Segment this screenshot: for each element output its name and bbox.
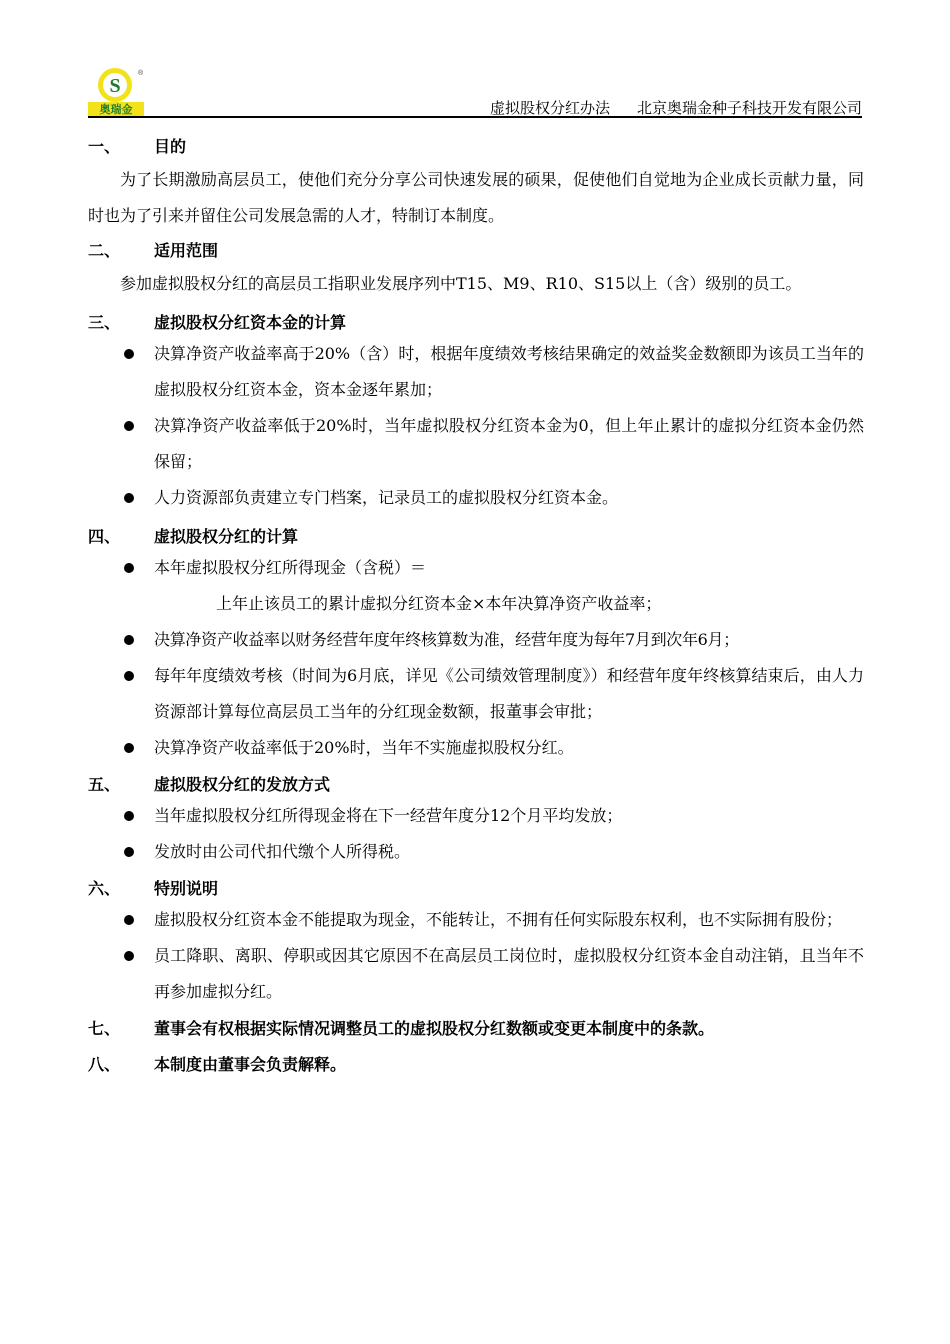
section-heading	[88, 768, 864, 798]
bullet-icon	[88, 730, 154, 766]
bullet-icon	[88, 408, 154, 480]
list-item: 当年虚拟股权分红所得现金将在下一经营年度分12个月平均发放；	[88, 798, 864, 834]
bullet-list	[88, 622, 864, 766]
section-title: 本制度由董事会负责解释。	[154, 1054, 347, 1074]
section-title: 虚拟股权分红的发放方式	[154, 774, 331, 794]
section-title: 虚拟股权分红的计算	[154, 526, 299, 546]
svg-text:S: S	[109, 75, 121, 97]
list-item: 决算净资产收益率高于20%（含）时，根据年度绩效考核结果确定的效益奖金数额即为该员工当年的虚拟股权分红资本金，资本金逐年累加；	[88, 336, 864, 408]
bullet-icon	[88, 658, 154, 730]
bullet-icon	[88, 938, 154, 1010]
header-divider	[88, 116, 862, 118]
section-title: 董事会有权根据实际情况调整员工的虚拟股权分红数额或变更本制度中的条款。	[154, 1018, 715, 1038]
svg-text:®: ®	[138, 70, 144, 77]
list-item: 决算净资产收益率低于20%时，当年虚拟股权分红资本金为0，但上年止累计的虚拟分红资本金仍然保留；	[88, 408, 864, 480]
document-title: 虚拟股权分红办法	[490, 99, 611, 117]
section-title: 适用范围	[154, 240, 219, 260]
list-item: 虚拟股权分红资本金不能提取为现金，不能转让，不拥有任何实际股东权利，也不实际拥有股份；	[88, 902, 864, 938]
list-item: 员工降职、离职、停职或因其它原因不在高层员工岗位时，虚拟股权分红资本金自动注销，且当年不再参加虚拟分红。	[88, 938, 864, 1010]
bullet-icon	[88, 550, 154, 586]
section-number: 四、	[88, 526, 121, 546]
section-title: 目的	[154, 136, 187, 156]
section-heading	[88, 872, 864, 902]
section-number: 二、	[88, 240, 121, 260]
list-item: 人力资源部负责建立专门档案，记录员工的虚拟股权分红资本金。	[88, 480, 864, 516]
section-heading	[88, 306, 864, 336]
list-item: 决算净资产收益率以财务经营年度年终核算数为准，经营年度为每年7月到次年6月；	[88, 622, 864, 658]
section-heading	[88, 130, 864, 160]
bullet-icon	[88, 834, 154, 870]
section-heading	[88, 234, 864, 264]
section-heading	[88, 1048, 864, 1078]
list-item: 本年虚拟股权分红所得现金（含税）＝	[88, 550, 864, 586]
section-number: 五、	[88, 774, 121, 794]
list-item: 每年年度绩效考核（时间为6月底，详见《公司绩效管理制度》）和经营年度年终核算结束后，由人力资源部计算每位高层员工当年的分红现金数额，报董事会审批；	[88, 658, 864, 730]
bullet-icon	[88, 798, 154, 834]
bullet-icon	[88, 336, 154, 408]
formula-line: 上年止该员工的累计虚拟分红资本金×本年决算净资产收益率；	[216, 594, 662, 613]
section-number: 七、	[88, 1018, 121, 1038]
bullet-list	[88, 336, 864, 516]
section-heading	[88, 520, 864, 550]
bullet-list	[88, 798, 864, 870]
paragraph: 为了长期激励高层员工，使他们充分分享公司快速发展的硕果，促使他们自觉地为企业成长贡献力量，同时也为了引来并留住公司发展急需的人才，特制订本制度。	[88, 170, 864, 225]
section-heading	[88, 1012, 864, 1042]
company-name: 北京奥瑞金种子科技开发有限公司	[636, 99, 862, 117]
section-title: 特别说明	[154, 878, 219, 898]
bullet-icon	[88, 622, 154, 658]
bullet-icon	[88, 902, 154, 938]
document-body	[88, 130, 864, 1078]
section-number: 六、	[88, 878, 121, 898]
section-number: 三、	[88, 312, 121, 332]
bullet-icon	[88, 480, 154, 516]
bullet-list	[88, 902, 864, 1010]
paragraph: 参加虚拟股权分红的高层员工指职业发展序列中T15、M9、R10、S15以上（含）级别的员工。	[120, 274, 802, 293]
section-number: 一、	[88, 136, 121, 156]
list-item: 决算净资产收益率低于20%时，当年不实施虚拟股权分红。	[88, 730, 864, 766]
page-header	[88, 66, 862, 118]
list-item: 发放时由公司代扣代缴个人所得税。	[88, 834, 864, 870]
section-title: 虚拟股权分红资本金的计算	[154, 312, 347, 332]
svg-text:奥瑞金: 奥瑞金	[99, 103, 133, 116]
section-number: 八、	[88, 1054, 121, 1074]
company-logo	[88, 66, 144, 116]
bullet-list	[88, 550, 864, 586]
